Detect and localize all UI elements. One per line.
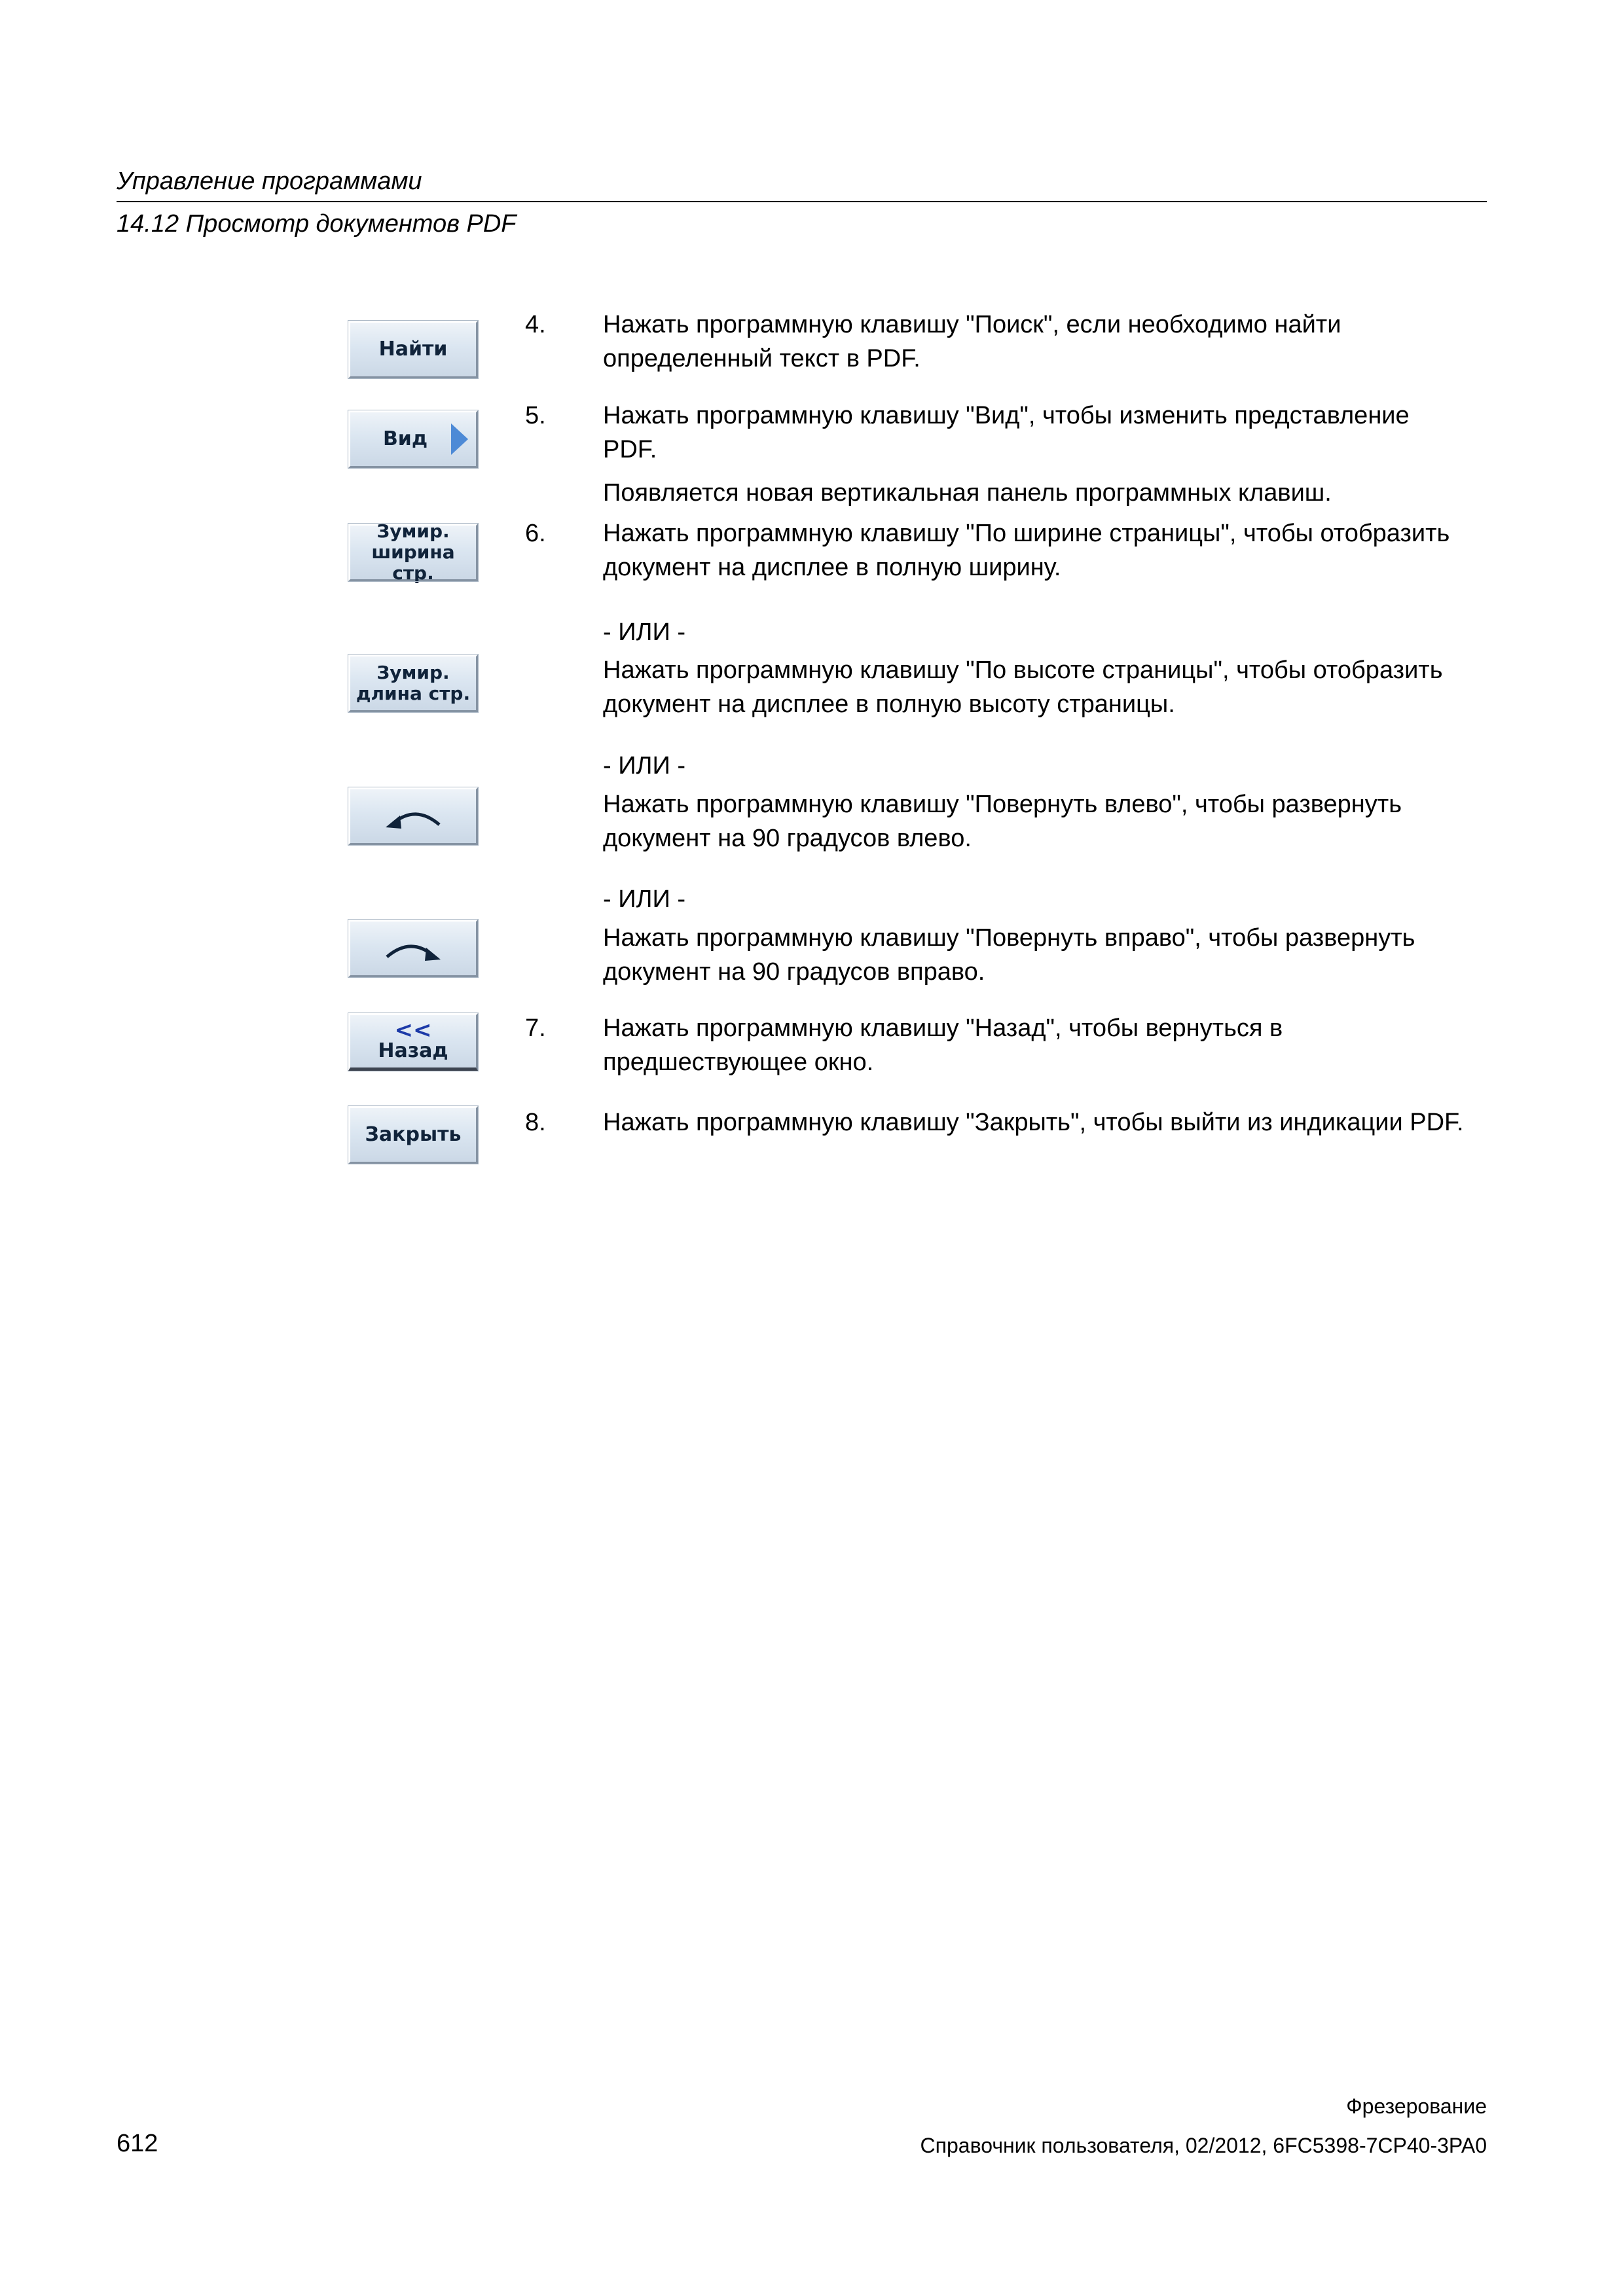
step-number: 7.: [525, 1014, 546, 1042]
rotate-left-icon: [380, 800, 446, 833]
page-number: 612: [117, 2130, 158, 2157]
zoom-length-label-line2: длина стр.: [356, 683, 471, 704]
or-separator: - ИЛИ -: [603, 752, 685, 780]
back-softkey[interactable]: [348, 1013, 478, 1071]
step-number: 6.: [525, 520, 546, 547]
zoom-length-label-line1: Зумир.: [376, 662, 450, 683]
step-number: 8.: [525, 1109, 546, 1136]
step-text: Нажать программную клавишу "Назад", чтобы вернуться в предшествующее окно.: [603, 1014, 1283, 1076]
footer-document-title: Фрезерование: [1346, 2094, 1487, 2118]
rotate-right-softkey[interactable]: [348, 920, 478, 977]
step-text: Нажать программную клавишу "Поиск", если необходимо найти определенный текст в PDF.: [603, 311, 1341, 372]
zoom-page-width-softkey[interactable]: [348, 520, 478, 584]
back-softkey-label: Назад: [378, 1039, 448, 1062]
step-number: 5.: [525, 402, 546, 429]
or-separator: - ИЛИ -: [603, 886, 685, 913]
zoom-page-length-softkey[interactable]: [348, 655, 478, 712]
step-text: Нажать программную клавишу "Вид", чтобы изменить представление PDF.: [603, 402, 1410, 463]
find-softkey-label: Найти: [378, 338, 448, 361]
footer-reference: Справочник пользователя, 02/2012, 6FC5398-7CP40-3PA0: [920, 2134, 1487, 2157]
triangle-right-icon: [451, 423, 468, 455]
close-softkey[interactable]: [348, 1106, 478, 1164]
step-result-note: Появляется новая вертикальная панель программных клавиш.: [603, 479, 1332, 507]
alt-step-rotate-left: Нажать программную клавишу "Повернуть влево", чтобы развернуть документ на 90 градусов влево.: [603, 791, 1402, 852]
double-chevron-left-icon: <<: [394, 1017, 432, 1043]
rotate-right-icon: [380, 932, 446, 965]
step-text: Нажать программную клавишу "По ширине страницы", чтобы отобразить документ на дисплее в полную ширину.: [603, 520, 1450, 581]
view-softkey-label: Вид: [382, 427, 428, 450]
rotate-left-softkey[interactable]: [348, 787, 478, 845]
alt-step-page-height: Нажать программную клавишу "По высоте страницы", чтобы отобразить документ на дисплее в полную высоту страницы.: [603, 656, 1443, 718]
view-softkey[interactable]: [348, 410, 478, 468]
alt-step-rotate-right: Нажать программную клавишу "Повернуть вправо", чтобы развернуть документ на 90 градусов вправо.: [603, 924, 1415, 986]
running-header-section: 14.12 Просмотр документов PDF: [117, 210, 517, 238]
close-softkey-label: Закрыть: [365, 1123, 462, 1146]
header-rule: [117, 201, 1487, 202]
zoom-width-label-line1: Зумир.: [376, 520, 450, 542]
or-separator: - ИЛИ -: [603, 619, 685, 646]
step-text: Нажать программную клавишу "Закрыть", чтобы выйти из индикации PDF.: [603, 1109, 1464, 1136]
running-header-chapter: Управление программами: [117, 168, 422, 195]
step-number: 4.: [525, 311, 546, 338]
zoom-width-label-line2: ширина стр.: [371, 541, 455, 584]
find-softkey[interactable]: [348, 321, 478, 378]
